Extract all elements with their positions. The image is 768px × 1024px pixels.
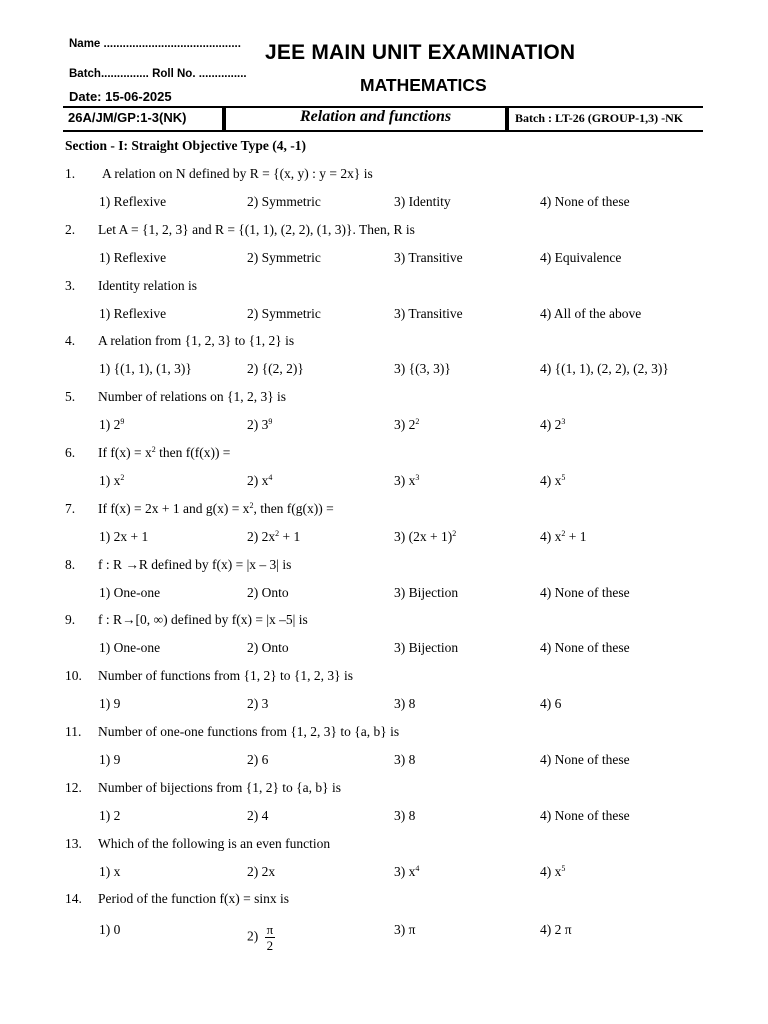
option-2: 2) Symmetric [247,305,321,321]
option-3: 3) Transitive [394,249,463,265]
option-row [0,752,768,772]
question-row [0,445,768,465]
question-text: Number of one-one functions from {1, 2, 3} to {a, b} is [98,724,400,739]
option-3: 3) 8 [394,752,416,767]
option-4: 4) $x^2 + 1$ [540,528,587,544]
option-3: 3) Identity [394,194,451,209]
option-row [0,250,768,270]
question-number: 7. [65,500,76,516]
option-row [0,306,768,326]
option-3: 3) π [394,922,416,938]
option-1: 1) $x^2$ [99,473,125,488]
option-row [0,922,768,954]
question-number: 4. [65,333,76,349]
option-4: 4) {(1, 1), (2, 2), (2, 3)} [540,361,669,377]
option-4: 4) 2 π [540,922,572,938]
option-2: 2) $x^4$ [247,473,273,488]
question-row [0,278,768,298]
option-4: 4) None of these [540,194,630,209]
option-2: 2) Symmetric [247,194,321,209]
question-row [0,222,768,242]
option-4: 4) None of these [540,640,630,656]
paper-code: 26A/JM/GP:1-3(NK) [68,110,187,125]
option-4: 4) 6 [540,696,562,712]
option-2: 2) $2x^2 + 1$ [247,528,301,544]
section-title: Section - I: Straight Objective Type (4, -1) [65,138,306,153]
exam-title: JEE MAIN UNIT EXAMINATION [265,41,576,64]
option-4: 4) All of the above [540,305,642,321]
question-row [0,389,768,409]
question-row [0,891,768,911]
question-number: 8. [65,556,76,572]
question-row [0,166,768,186]
question-text: Number of relations on {1, 2, 3} is [98,389,287,405]
option-2: 2) 6 [247,752,269,767]
topic-title: Relation and functions [300,108,452,125]
option-1: 1) 9 [99,696,121,712]
option-2: 2) 3 [247,696,269,712]
option-3: 3) Bijection [394,640,459,656]
question-number: 10. [65,668,82,684]
info-bar [63,106,703,132]
question-text: A relation on N defined by R = {(x, y) : y = 2x} is [102,166,373,181]
option-3: 3) 8 [394,807,416,823]
option-row [0,640,768,660]
question-text: Identity relation is [98,277,197,293]
question-number: 5. [65,389,76,405]
question-row [0,668,768,688]
question-text: Period of the function f(x) = sinx is [98,891,289,907]
option-3: 3) $x^3$ [394,473,420,488]
option-2: 2) $3^9$ [247,417,273,433]
question-text: Number of bijections from {1, 2} to {a, b} is [98,779,342,795]
option-1: 1) One-one [99,640,161,656]
question-number: 14. [65,891,82,907]
option-1: 1) Reflexive [99,305,167,321]
option-4: 4) None of these [540,807,630,823]
divider [222,107,226,130]
subject-title: MATHEMATICS [360,75,487,95]
option-4: 4) None of these [540,752,630,767]
question-row [0,780,768,800]
option-2: 2) Onto [247,640,289,656]
question-text: Which of the following is an even function [98,835,331,851]
option-3: 3) $x^4$ [394,863,420,879]
option-row [0,696,768,716]
option-row [0,473,768,493]
question-text: Number of functions from {1, 2} to {1, 2, 3} is [98,668,354,684]
option-3: 3) $2^2$ [394,417,420,433]
option-3: 3) Transitive [394,305,463,321]
option-row [0,808,768,828]
option-row [0,529,768,549]
question-text: A relation from {1, 2, 3} to {1, 2} is [98,333,295,349]
question-row [0,836,768,856]
batch-roll-field: Batch............... Roll No. ............... [69,68,247,80]
option-3: 3) Bijection [394,584,459,600]
option-3: 3) 8 [394,696,416,712]
option-1: 1) 9 [99,752,121,767]
option-4: 4) None of these [540,584,630,600]
option-4: 4) $x^5$ [540,473,566,488]
question-row [0,724,768,744]
question-row [0,557,768,577]
question-row [0,612,768,632]
question-row [0,501,768,521]
option-row [0,417,768,437]
option-4: 4) $2^3$ [540,417,566,433]
option-row [0,361,768,381]
question-number: 11. [65,724,82,739]
question-number: 12. [65,779,82,795]
batch-code: Batch : LT-26 (GROUP-1,3) -NK [515,111,684,125]
question-text: Let A = {1, 2, 3} and R = {(1, 1), (2, 2), (1, 3)}. Then, R is [98,221,415,237]
option-1: 1) $2^9$ [99,417,125,433]
question-text: f : R →R defined by f(x) = |x – 3| is [98,556,292,572]
option-3: 3) {(3, 3)} [394,361,451,377]
question-number: 13. [65,835,82,851]
option-1: 1) Reflexive [99,249,167,265]
name-field: Name ........................................... [69,38,241,50]
question-row [0,333,768,353]
option-1: 1) x [99,863,121,879]
option-2: 2) Onto [247,584,289,600]
option-2: 2) {(2, 2)} [247,361,304,377]
option-4: 4) Equivalence [540,249,622,265]
fraction: $\frac{\pi}{2}$ [266,922,274,954]
divider [63,130,703,132]
option-row [0,194,768,214]
option-row [0,585,768,605]
option-1: 1) 2 [99,807,121,823]
option-4: 4) $x^5$ [540,863,566,879]
option-1: 1) Reflexive [99,194,167,209]
option-2: 2) 4 [247,807,269,823]
option-1: 1) 0 [99,922,121,938]
question-text: f : R→[0, ∞) defined by f(x) = |x –5| is [98,612,308,628]
option-1: 1) 2x + 1 [99,528,149,544]
option-3: 3) $(2x + 1)^2$ [394,528,457,544]
option-2: 2) Symmetric [247,249,321,265]
option-2: 2) 2x [247,863,276,879]
question-text: If f(x) = 2x + 1 and $g(x) = x^2$, then f(g(x)) = [98,500,334,516]
divider [505,107,509,130]
exam-date: Date: 15-06-2025 [69,89,172,104]
question-text: If $f(x) = x^2$ then f(f(x)) = [98,445,231,460]
question-number: 3. [65,277,76,293]
option-2: 2) $\frac{\pi}{2}$ [247,922,274,954]
option-1: 1) {(1, 1), (1, 3)} [99,361,192,377]
question-number: 6. [65,445,76,460]
question-number: 9. [65,612,76,628]
question-number: 1. [65,166,76,181]
option-row [0,864,768,884]
option-1: 1) One-one [99,584,161,600]
question-number: 2. [65,221,76,237]
